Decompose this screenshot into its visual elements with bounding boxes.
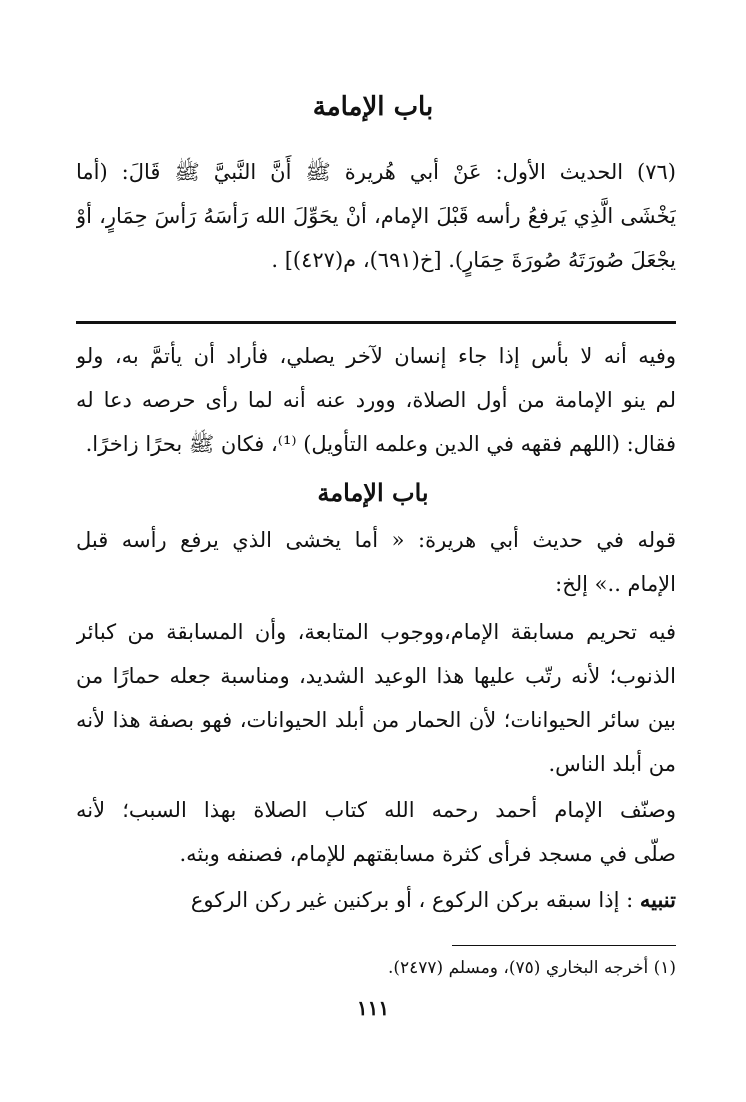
note-text: : إذا سبقه بركن الركوع ، أو بركنين غير ركن الركوع	[190, 888, 634, 912]
hadith-line-2: يَخْشَى الَّذِي يَرفعُ رأسه قَبْلَ الإمام، أنْ يحَوِّلَ الله رَأسَهُ رَأسَ حِمَارٍ، أوْ	[76, 204, 676, 228]
page-number: ١١١	[356, 996, 390, 1020]
hadith-line-3: يجْعَلَ صُورَتَهُ صُورَةَ حِمَارٍ). [خ(٦٩١)، م(٤٢٧)] .	[271, 248, 676, 272]
hadith-line-1: (٧٦) الحديث الأول: عَنْ أبي هُريرة ﷺ أَنَّ النَّبيَّ ﷺ قَالَ: (أما	[76, 160, 676, 184]
commentary-intro-line-1: وفيه أنه لا بأس إذا جاء إنسان لآخر يصلي، فأراد أن يأتمَّ به، ولو	[76, 344, 676, 368]
note-label: تنبيه	[639, 887, 676, 912]
commentary-line-4: الذنوب؛ لأنه رتّب عليها هذا الوعيد الشديد، ومناسبة جعله حمارًا من	[76, 664, 676, 688]
commentary-line-7: وصنّف الإمام أحمد رحمه الله كتاب الصلاة بهذا السبب؛ لأنه	[76, 798, 676, 822]
footnote: (١) أخرجه البخاري (٧٥)، ومسلم (٢٤٧٧).	[387, 958, 676, 978]
footnote-divider	[452, 945, 676, 946]
note-line	[76, 880, 676, 920]
section-divider	[76, 321, 676, 324]
commentary-line-3: فيه تحريم مسابقة الإمام،ووجوب المتابعة، وأن المسابقة من كبائر	[76, 620, 676, 644]
commentary-line-6: من أبلد الناس.	[548, 752, 676, 776]
commentary-line-2: الإمام ..» إلخ:	[555, 572, 676, 596]
commentary-line-5: بين سائر الحيوانات؛ لأن الحمار من أبلد الحيوانات، فهو بصفة هذا لأنه	[76, 708, 676, 732]
commentary-line-1: قوله في حديث أبي هريرة: « أما يخشى الذي يرفع رأسه قبل	[76, 528, 676, 552]
hadith-section-title: باب الإمامة	[312, 92, 434, 122]
commentary-intro-line-2: لم ينو الإمامة من أول الصلاة، وورد عنه أنه لما رأى حرصه دعا له	[76, 388, 676, 412]
commentary-line-8: صلّى في مسجد فرأى كثرة مسابقتهم للإمام، فصنفه وبثه.	[179, 842, 676, 866]
commentary-section-title: باب الإمامة	[317, 478, 429, 507]
commentary-intro-line-3: فقال: (اللهم فقهه في الدين وعلمه التأويل) ⁽¹⁾، فكان ﷺ بحرًا زاخرًا.	[85, 432, 676, 456]
